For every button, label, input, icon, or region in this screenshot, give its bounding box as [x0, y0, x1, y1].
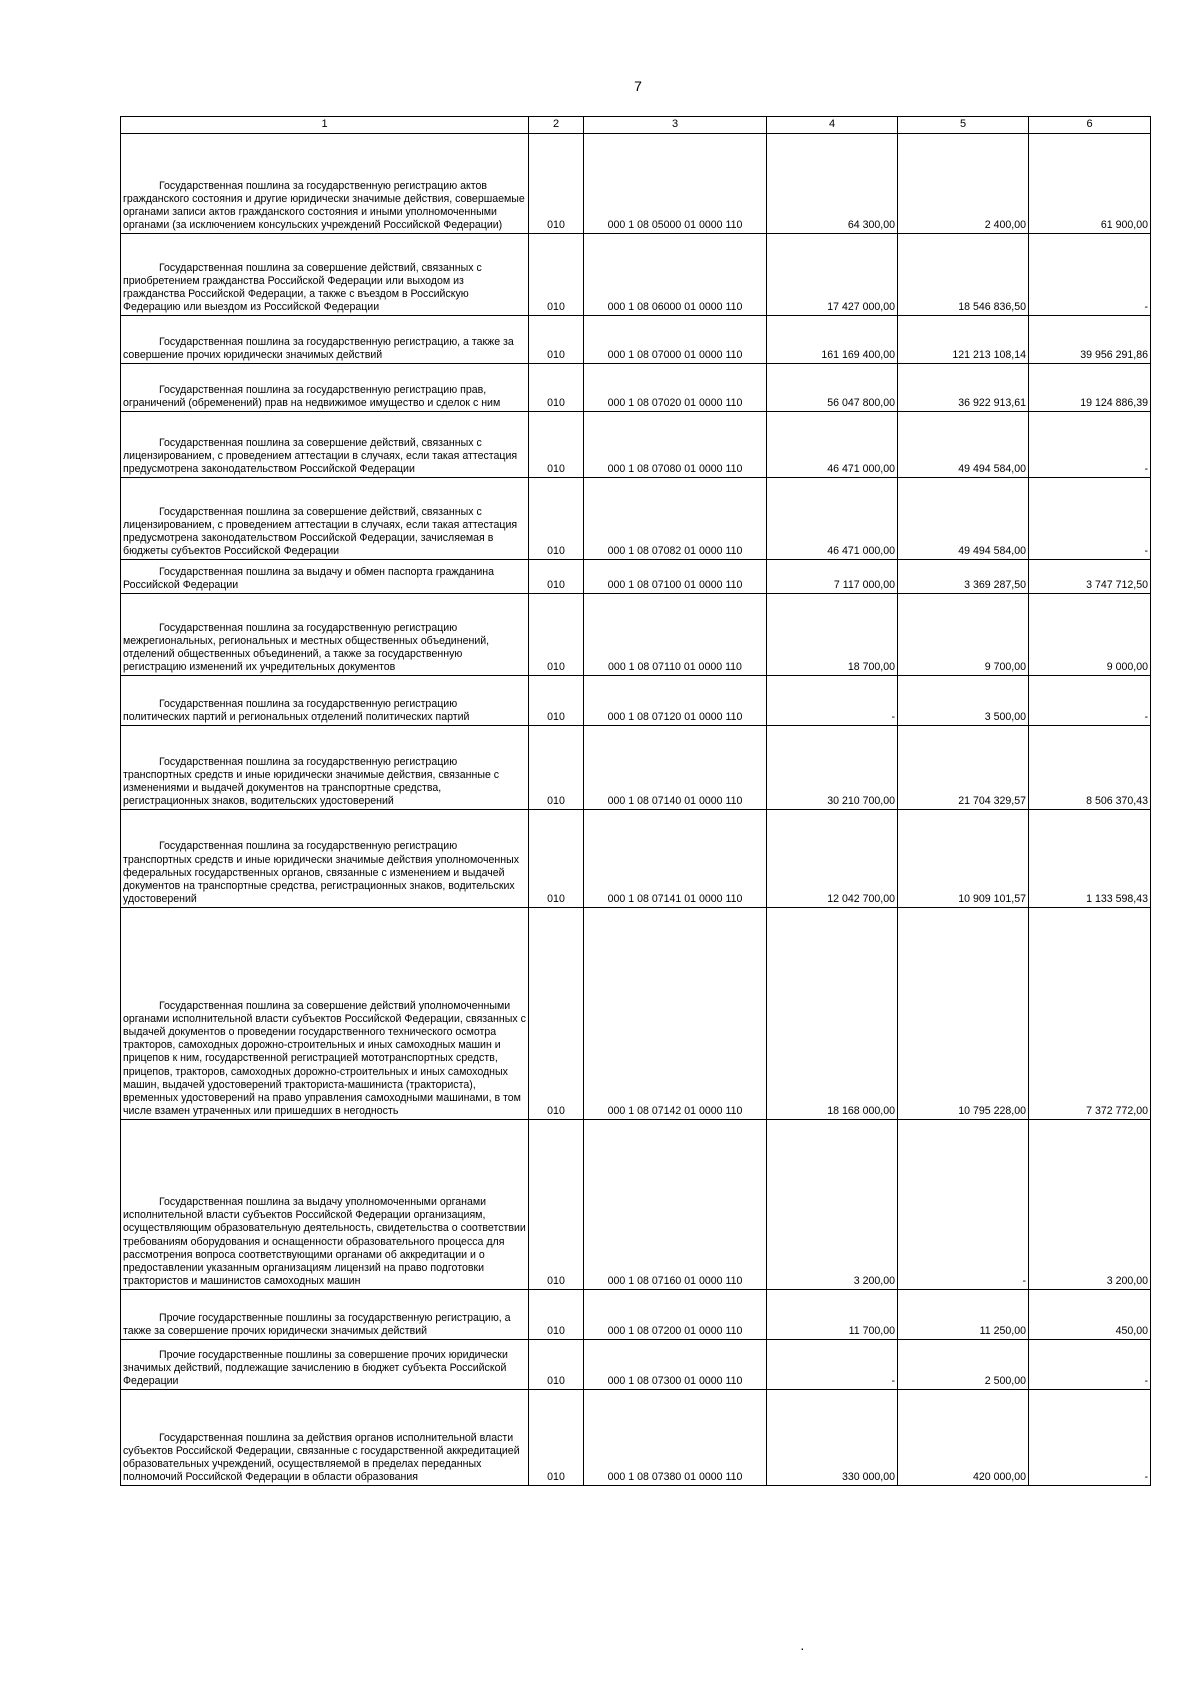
- row-budget-code: 000 1 08 07200 01 0000 110: [584, 1290, 767, 1340]
- row-value-5: 2 500,00: [898, 1340, 1029, 1390]
- row-value-4: 56 047 800,00: [767, 364, 898, 412]
- header-row: [121, 117, 1151, 134]
- row-line-code: 010: [529, 1390, 584, 1486]
- table-row: [121, 1290, 1151, 1340]
- row-value-4: 161 169 400,00: [767, 316, 898, 364]
- row-value-4: 17 427 000,00: [767, 234, 898, 316]
- row-line-code: 010: [529, 364, 584, 412]
- row-line-code: 010: [529, 1340, 584, 1390]
- row-line-code: 010: [529, 594, 584, 676]
- row-value-4: 30 210 700,00: [767, 726, 898, 810]
- row-value-4: 7 117 000,00: [767, 560, 898, 594]
- row-value-6: 9 000,00: [1029, 594, 1151, 676]
- row-value-5: 21 704 329,57: [898, 726, 1029, 810]
- row-line-code: 010: [529, 134, 584, 234]
- table-row: [121, 1120, 1151, 1290]
- row-name: Прочие государственные пошлины за совершение прочих юридически значимых действий, подлежащие зачислению в бюджет субъекта Российской Федерации: [121, 1340, 529, 1390]
- row-value-5: 2 400,00: [898, 134, 1029, 234]
- row-line-code: 010: [529, 810, 584, 908]
- row-name: Государственная пошлина за выдачу уполномоченными органами исполнительной власти субъектов Российской Федерации организациям, осуществляющим образовательную деятельность, свидетельства о соответствии требованиям оборудования и оснащенности образовательного процесса для рассмотрения вопроса соответствующими органами об аккредитации и о предоставлении указанным организациям лицензий на право подготовки трактористов и машинистов самоходных машин: [121, 1120, 529, 1290]
- row-line-code: 010: [529, 412, 584, 478]
- row-value-5: 121 213 108,14: [898, 316, 1029, 364]
- table-row: [121, 810, 1151, 908]
- page-number: 7: [634, 78, 642, 94]
- row-value-6: 3 747 712,50: [1029, 560, 1151, 594]
- row-value-6: -: [1029, 1390, 1151, 1486]
- row-value-6: -: [1029, 1340, 1151, 1390]
- column-header-1: 1: [121, 117, 529, 134]
- table-row: [121, 726, 1151, 810]
- row-budget-code: 000 1 08 07082 01 0000 110: [584, 478, 767, 560]
- row-line-code: 010: [529, 1120, 584, 1290]
- row-value-5: 10 909 101,57: [898, 810, 1029, 908]
- row-value-5: 11 250,00: [898, 1290, 1029, 1340]
- table-row: [121, 316, 1151, 364]
- row-value-4: -: [767, 1340, 898, 1390]
- row-value-5: 3 369 287,50: [898, 560, 1029, 594]
- row-name: Прочие государственные пошлины за государственную регистрацию, а также за совершение прочих юридически значимых действий: [121, 1290, 529, 1340]
- row-value-6: 61 900,00: [1029, 134, 1151, 234]
- table-row: [121, 1390, 1151, 1486]
- row-value-5: 10 795 228,00: [898, 908, 1029, 1120]
- row-name: Государственная пошлина за государственную регистрацию межрегиональных, региональных и местных общественных объединений, отделений общественных объединений, а также за государственную регистрацию изменений их учредительных документов: [121, 594, 529, 676]
- budget-table: [120, 116, 1151, 1486]
- row-value-5: 18 546 836,50: [898, 234, 1029, 316]
- table-row: [121, 676, 1151, 726]
- row-value-4: 64 300,00: [767, 134, 898, 234]
- row-line-code: 010: [529, 478, 584, 560]
- table-row: [121, 412, 1151, 478]
- row-value-4: 46 471 000,00: [767, 478, 898, 560]
- row-line-code: 010: [529, 560, 584, 594]
- row-name: Государственная пошлина за государственную регистрацию актов гражданского состояния и другие юридически значимые действия, совершаемые органами записи актов гражданского состояния и иными уполномоченными органами (за исключением консульских учреждений Российской Федерации): [121, 134, 529, 234]
- table-row: [121, 908, 1151, 1120]
- row-value-6: 450,00: [1029, 1290, 1151, 1340]
- table-row: [121, 1340, 1151, 1390]
- row-value-5: -: [898, 1120, 1029, 1290]
- table-row: [121, 478, 1151, 560]
- table-row: [121, 364, 1151, 412]
- row-value-4: 12 042 700,00: [767, 810, 898, 908]
- row-budget-code: 000 1 08 07020 01 0000 110: [584, 364, 767, 412]
- scan-speck: ·: [800, 1640, 805, 1656]
- row-value-6: -: [1029, 234, 1151, 316]
- column-header-5: 5: [898, 117, 1029, 134]
- row-budget-code: 000 1 08 07000 01 0000 110: [584, 316, 767, 364]
- row-value-5: 3 500,00: [898, 676, 1029, 726]
- row-name: Государственная пошлина за совершение действий, связанных с лицензированием, с проведением аттестации в случаях, если такая аттестация предусмотрена законодательством Российской Федерации: [121, 412, 529, 478]
- row-value-6: 8 506 370,43: [1029, 726, 1151, 810]
- row-value-5: 36 922 913,61: [898, 364, 1029, 412]
- row-line-code: 010: [529, 908, 584, 1120]
- row-value-6: 7 372 772,00: [1029, 908, 1151, 1120]
- table-row: [121, 134, 1151, 234]
- row-value-4: 46 471 000,00: [767, 412, 898, 478]
- row-value-6: 1 133 598,43: [1029, 810, 1151, 908]
- row-name: Государственная пошлина за государственную регистрацию прав, ограничений (обременений) прав на недвижимое имущество и сделок с ним: [121, 364, 529, 412]
- row-name: Государственная пошлина за совершение действий, связанных с лицензированием, с проведением аттестации в случаях, если такая аттестация предусмотрена законодательством Российской Федерации, зачисляемая в бюджеты субъектов Российской Федерации: [121, 478, 529, 560]
- row-line-code: 010: [529, 726, 584, 810]
- row-value-6: -: [1029, 478, 1151, 560]
- column-header-2: 2: [529, 117, 584, 134]
- table-row: [121, 560, 1151, 594]
- row-budget-code: 000 1 08 07142 01 0000 110: [584, 908, 767, 1120]
- row-value-4: 3 200,00: [767, 1120, 898, 1290]
- row-value-4: 18 168 000,00: [767, 908, 898, 1120]
- row-budget-code: 000 1 08 07110 01 0000 110: [584, 594, 767, 676]
- row-budget-code: 000 1 08 07120 01 0000 110: [584, 676, 767, 726]
- row-budget-code: 000 1 08 07160 01 0000 110: [584, 1120, 767, 1290]
- row-value-6: 19 124 886,39: [1029, 364, 1151, 412]
- row-value-6: 39 956 291,86: [1029, 316, 1151, 364]
- row-line-code: 010: [529, 1290, 584, 1340]
- row-value-6: -: [1029, 676, 1151, 726]
- row-budget-code: 000 1 08 07140 01 0000 110: [584, 726, 767, 810]
- column-header-4: 4: [767, 117, 898, 134]
- row-line-code: 010: [529, 234, 584, 316]
- row-value-6: 3 200,00: [1029, 1120, 1151, 1290]
- row-value-5: 49 494 584,00: [898, 478, 1029, 560]
- row-value-5: 420 000,00: [898, 1390, 1029, 1486]
- row-budget-code: 000 1 08 07100 01 0000 110: [584, 560, 767, 594]
- row-budget-code: 000 1 08 07380 01 0000 110: [584, 1390, 767, 1486]
- row-budget-code: 000 1 08 07080 01 0000 110: [584, 412, 767, 478]
- column-header-6: 6: [1029, 117, 1151, 134]
- row-name: Государственная пошлина за государственную регистрацию, а также за совершение прочих юридически значимых действий: [121, 316, 529, 364]
- row-value-4: -: [767, 676, 898, 726]
- row-line-code: 010: [529, 316, 584, 364]
- row-value-4: 330 000,00: [767, 1390, 898, 1486]
- row-name: Государственная пошлина за государственную регистрацию политических партий и региональных отделений политических партий: [121, 676, 529, 726]
- row-line-code: 010: [529, 676, 584, 726]
- table-row: [121, 234, 1151, 316]
- row-budget-code: 000 1 08 07141 01 0000 110: [584, 810, 767, 908]
- row-budget-code: 000 1 08 05000 01 0000 110: [584, 134, 767, 234]
- row-value-5: 49 494 584,00: [898, 412, 1029, 478]
- row-value-4: 11 700,00: [767, 1290, 898, 1340]
- row-value-4: 18 700,00: [767, 594, 898, 676]
- table-row: [121, 594, 1151, 676]
- row-value-6: -: [1029, 412, 1151, 478]
- row-budget-code: 000 1 08 07300 01 0000 110: [584, 1340, 767, 1390]
- row-name: Государственная пошлина за совершение действий, связанных с приобретением гражданства Российской Федерации или выходом из гражданства Российской Федерации, а также с въездом в Российскую Федерацию или выездом из Российской Федерации: [121, 234, 529, 316]
- row-name: Государственная пошлина за действия органов исполнительной власти субъектов Российской Федерации, связанные с государственной аккредитацией образовательных учреждений, осуществляемой в пределах переданных полномочий Российской Федерации в области образования: [121, 1390, 529, 1486]
- row-name: Государственная пошлина за выдачу и обмен паспорта гражданина Российской Федерации: [121, 560, 529, 594]
- row-value-5: 9 700,00: [898, 594, 1029, 676]
- row-budget-code: 000 1 08 06000 01 0000 110: [584, 234, 767, 316]
- row-name: Государственная пошлина за совершение действий уполномоченными органами исполнительной власти субъектов Российской Федерации, связанных с выдачей документов о проведении государственного технического осмотра тракторов, самоходных дорожно-строительных и иных самоходных машин и прицепов к ним, государственной регистрацией мототранспортных средств, прицепов, тракторов, самоходных дорожно-строительных и иных самоходных машин, выдачей удостоверений тракториста-машиниста (тракториста), временных удостоверений на право управления самоходными машинами, в том числе взамен утраченных или пришедших в негодность: [121, 908, 529, 1120]
- row-name: Государственная пошлина за государственную регистрацию транспортных средств и иные юридически значимые действия, связанные с изменениями и выдачей документов на транспортные средства, регистрационных знаков, водительских удостоверений: [121, 726, 529, 810]
- row-name: Государственная пошлина за государственную регистрацию транспортных средств и иные юридически значимые действия уполномоченных федеральных государственных органов, связанные с изменением и выдачей документов на транспортные средства, регистрационных знаков, водительских удостоверений: [121, 810, 529, 908]
- column-header-3: 3: [584, 117, 767, 134]
